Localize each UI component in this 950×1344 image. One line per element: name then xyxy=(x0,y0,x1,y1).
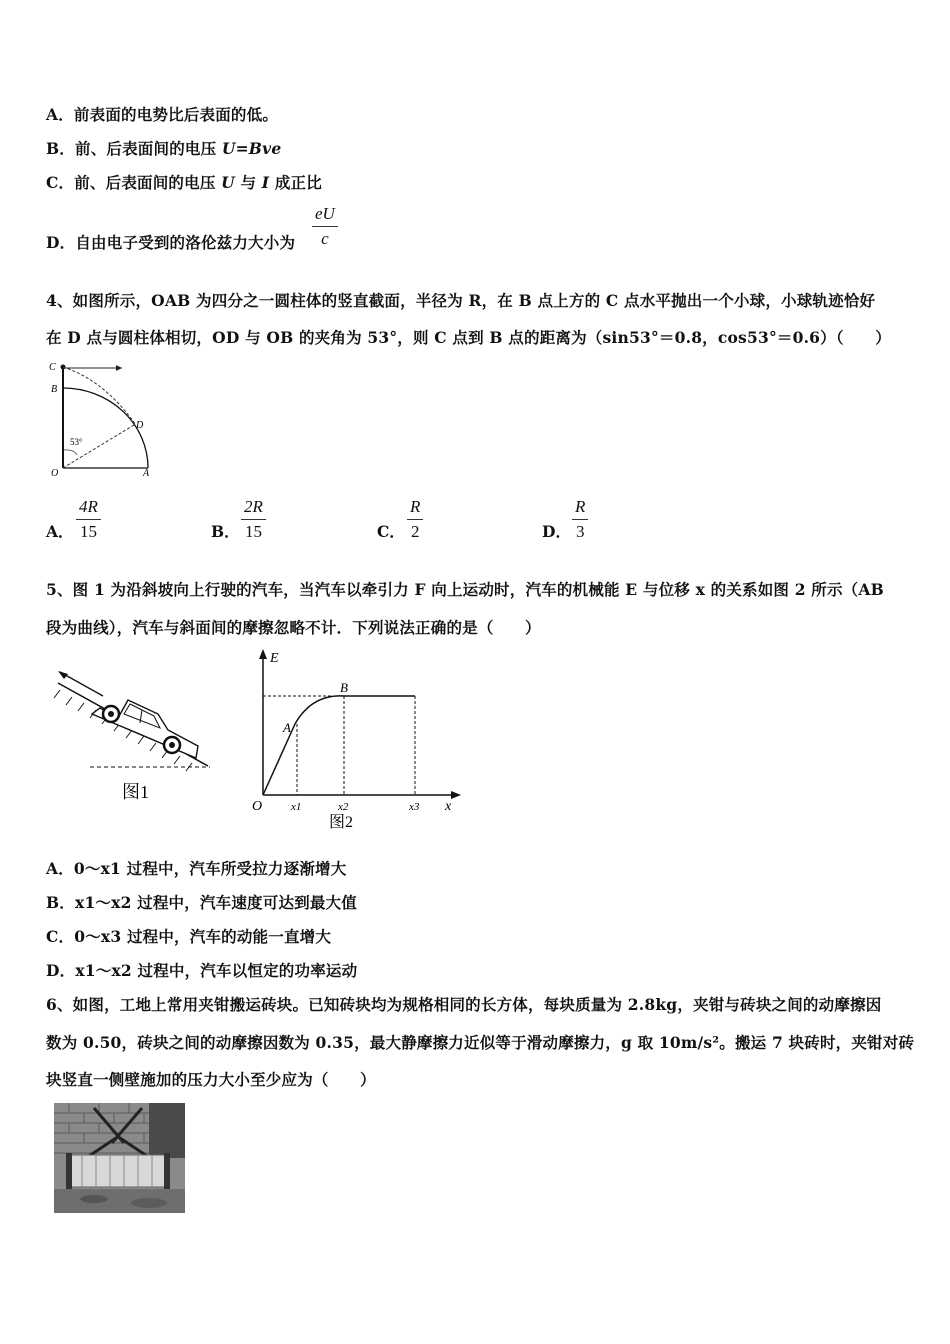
q5-option-b: B．x1～x2 过程中，汽车速度可达到最大值 xyxy=(46,893,357,912)
q4-fig-label-d: D xyxy=(136,420,144,431)
q5-fig2-caption: 图2 xyxy=(329,814,354,831)
q6-stem-line2: 数为 0.50，砖块之间的动摩擦因数为 0.35，最大静摩擦力近似等于滑动摩擦力，g 取 10m/s²。搬运 7 块砖时，夹钳对砖 xyxy=(46,1033,915,1052)
q5-fig2-tick-x1: x1 xyxy=(291,801,302,813)
q5-fig2-axis-x: x xyxy=(445,799,452,814)
q6-stem-line1: 6、如图，工地上常用夹钳搬运砖块。已知砖块均为规格相同的长方体，每块质量为 2.8kg，夹钳与砖块之间的动摩擦因 xyxy=(46,995,882,1014)
q5-fig2-tick-x2: x2 xyxy=(338,801,349,813)
q5-stem-line1: 5、图 1 为沿斜坡向上行驶的汽车，当汽车以牵引力 F 向上运动时，汽车的机械能 E 与位移 x 的关系如图 2 所示（AB xyxy=(46,580,884,599)
q5-fig1-caption: 图1 xyxy=(122,782,149,802)
q4-stem-line1: 4、如图所示，OAB 为四分之一圆柱体的竖直截面，半径为 R，在 B 点上方的 C 点水平抛出一个小球，小球轨迹恰好 xyxy=(46,291,876,310)
q4-option-a-fraction: 4R 15 xyxy=(76,497,101,542)
q4-stem-line2: 在 D 点与圆柱体相切，OD 与 OB 的夹角为 53°，则 C 点到 B 点的距离为（sin53°＝0.8，cos53°＝0.6）（ ） xyxy=(46,328,891,347)
q3-option-d-fraction: eU c xyxy=(312,204,338,249)
q4-option-d-label: D． xyxy=(542,522,571,541)
q4-fig-label-c: C xyxy=(49,362,56,373)
q6-photo-brick-clamp xyxy=(54,1103,185,1213)
q4-figure xyxy=(44,355,164,477)
q4-option-b-label: B． xyxy=(211,522,240,541)
q3-option-d: D．自由电子受到的洛伦兹力大小为 xyxy=(46,233,296,252)
q5-option-d: D．x1～x2 过程中，汽车以恒定的功率运动 xyxy=(46,961,358,980)
q3-option-b: B．前、后表面间的电压 U=Bve xyxy=(46,139,282,158)
q5-stem-line2: 段为曲线），汽车与斜面间的摩擦忽略不计．下列说法正确的是（ ） xyxy=(46,618,541,637)
q5-figure2-graph xyxy=(248,644,468,834)
q4-option-c-label: C． xyxy=(377,522,405,541)
q5-option-c: C．0～x3 过程中，汽车的动能一直增大 xyxy=(46,927,332,946)
q5-fig2-origin: O xyxy=(252,799,263,814)
q4-fig-label-o: O xyxy=(51,468,59,477)
q5-option-a: A．0～x1 过程中，汽车所受拉力逐渐增大 xyxy=(46,859,347,878)
q4-option-a-label: A． xyxy=(46,522,74,541)
q5-fig2-point-b: B xyxy=(340,680,348,695)
q5-fig2-point-a: A xyxy=(283,720,291,735)
q4-option-c-fraction: R 2 xyxy=(407,497,423,542)
q5-fig2-axis-e: E xyxy=(270,651,279,666)
q4-fig-label-b: B xyxy=(51,384,58,395)
q4-fig-angle: 53° xyxy=(70,437,83,447)
q3-option-c: C．前、后表面间的电压 U 与 I 成正比 xyxy=(46,173,322,192)
q4-option-b-fraction: 2R 15 xyxy=(241,497,266,542)
q5-figure1-car xyxy=(48,668,218,808)
q4-option-d-fraction: R 3 xyxy=(572,497,588,542)
q4-fig-label-a: A xyxy=(143,468,150,477)
q3-option-a: A．前表面的电势比后表面的低。 xyxy=(46,105,279,124)
q6-stem-line3: 块竖直一侧壁施加的压力大小至少应为（ ） xyxy=(46,1070,376,1089)
q5-fig2-tick-x3: x3 xyxy=(409,801,420,813)
